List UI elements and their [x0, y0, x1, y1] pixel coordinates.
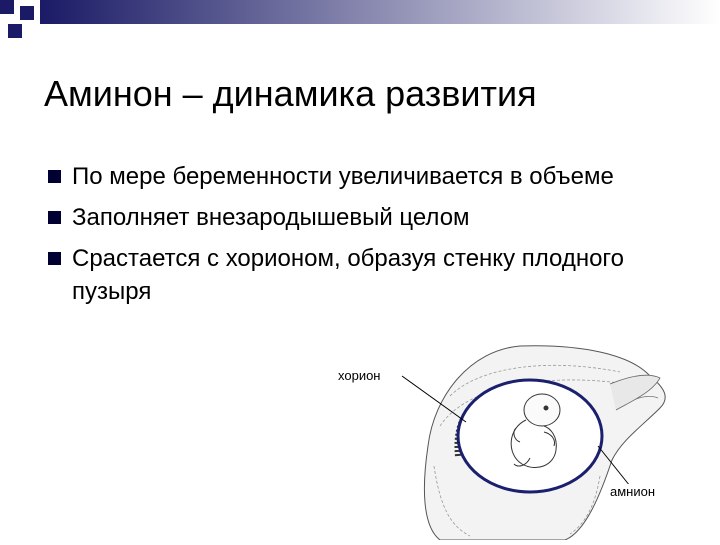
- bullet-text: По мере беременности увеличивается в объеме: [72, 163, 614, 190]
- bullet-item: [48, 242, 678, 308]
- chorion-label: хорион: [338, 368, 381, 383]
- decorative-header-band: [0, 0, 720, 50]
- bullet-item: [48, 201, 678, 234]
- bullet-text: Заполняет внезародышевый целом: [72, 204, 470, 231]
- square-bullet-icon: [48, 252, 61, 265]
- bullet-item: [48, 160, 678, 193]
- bullet-list: [48, 160, 678, 316]
- amnion-membrane: [458, 380, 602, 492]
- bullet-text: Срастается с хорионом, образуя стенку плодного пузыря: [72, 245, 624, 305]
- amnion-label: амнион: [610, 484, 656, 499]
- slide-title: Аминон – динамика развития: [44, 73, 537, 114]
- amnion-diagram: [330, 336, 720, 540]
- square-bullet-icon: [48, 170, 61, 183]
- embryo-illustration: [330, 336, 720, 540]
- square-bullet-icon: [48, 211, 61, 224]
